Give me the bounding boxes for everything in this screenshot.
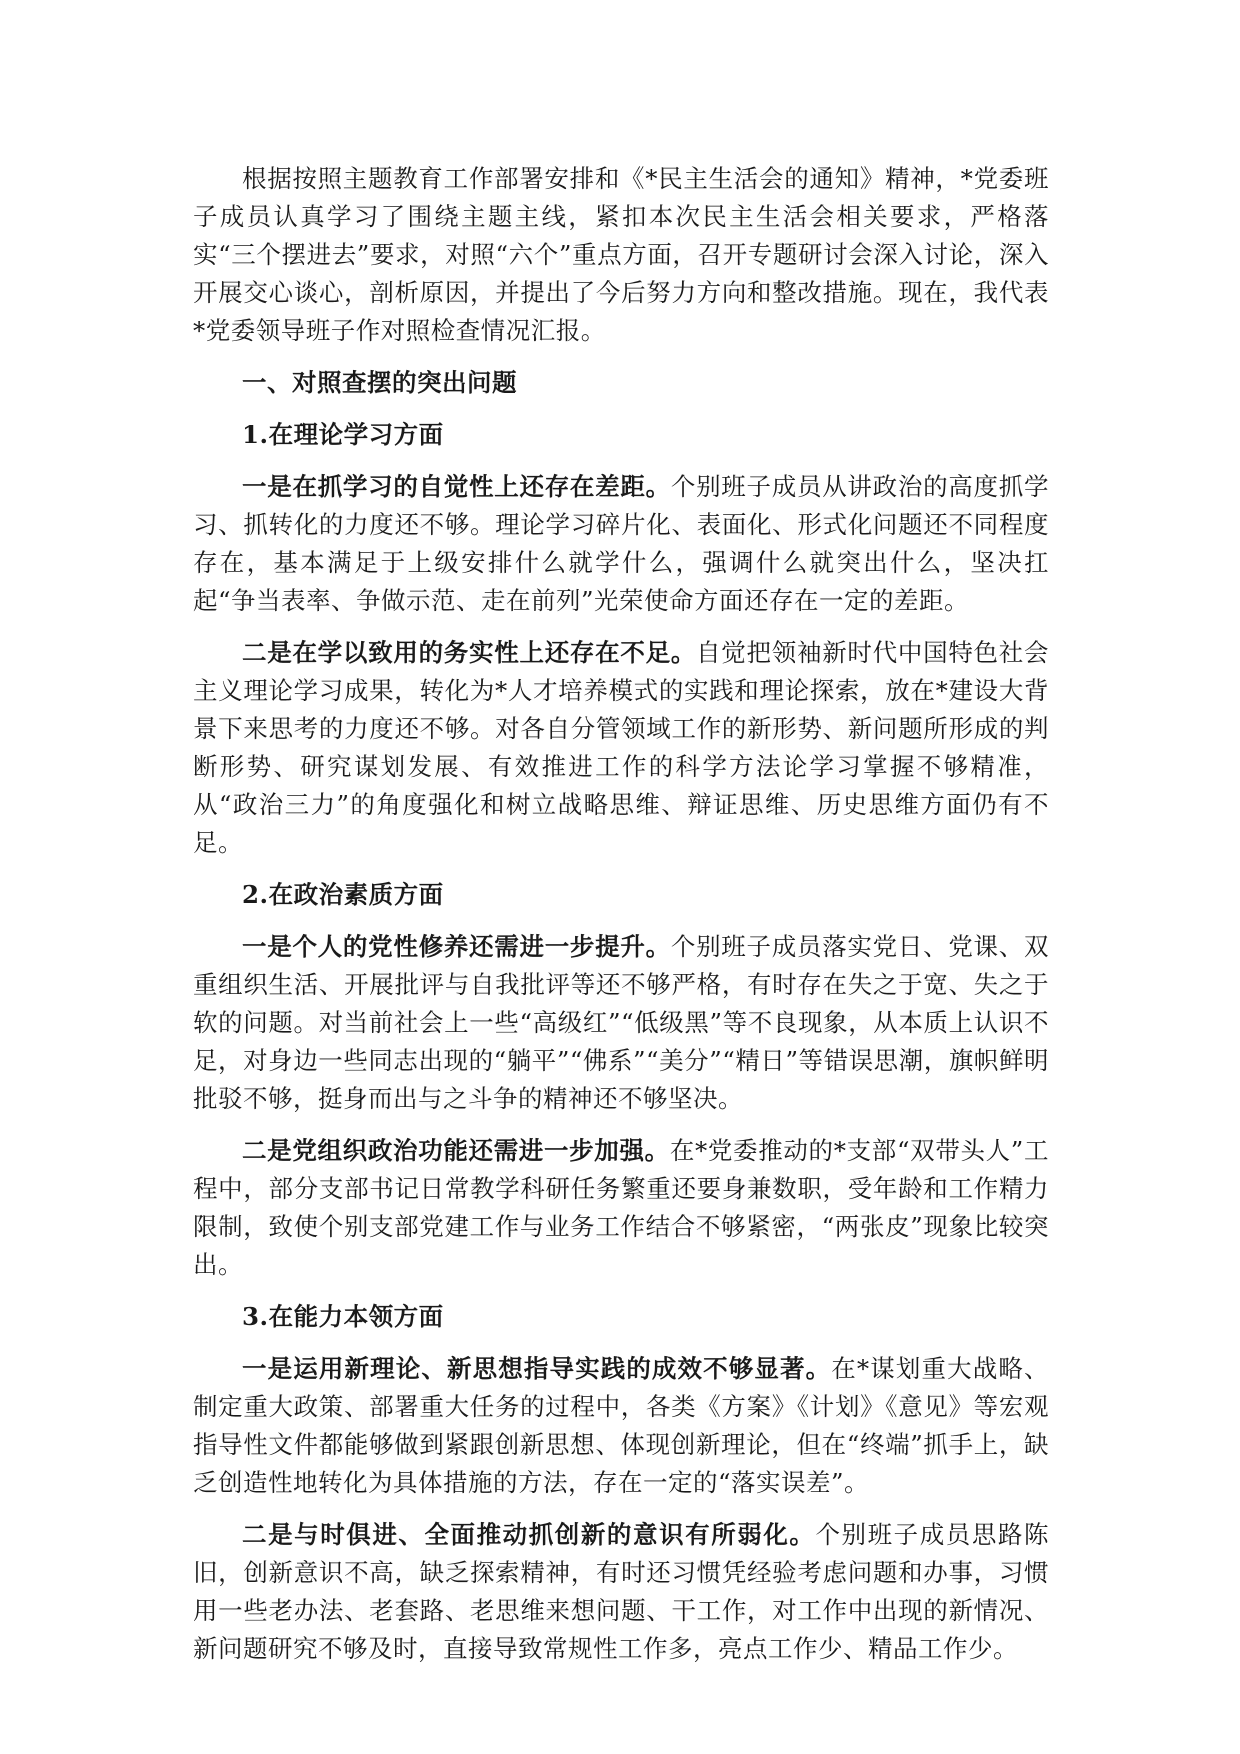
intro-paragraph: 根据按照主题教育工作部署安排和《*民主生活会的通知》精神，*党委班子成员认真学习了围绕主题主线，紧扣本次民主生活会相关要求，严格落实“三个摆进去”要求，对照“六个”重点方面，召开专题研讨会深入讨论，深入开展交心谈心，剖析原因，并提出了今后努力方向和整改措施。现在，我代表*党委领导班子作对照检查情况汇报。 <box>193 164 1049 345</box>
body-text: 在*谋划重大战略、制定重大政策、部署重大任务的过程中，各类《方案》《计划》《意见》等宏观指导性文件都能够做到紧跟创新思想、体现创新理论，但在“终端”抓手上，缺乏创造性地转化为具体措施的方法，存在一定的“落实误差”。 <box>193 1354 1049 1497</box>
paragraph-politics-2 <box>193 1132 1049 1284</box>
subsection-heading-theory: 1.在理论学习方面 <box>242 420 444 449</box>
paragraph-theory-2 <box>193 634 1049 862</box>
paragraph-ability-2 <box>193 1516 1049 1668</box>
lead-sentence: 一是运用新理论、新思想指导实践的成效不够显著。 <box>242 1354 832 1383</box>
subsection-heading-politics: 2.在政治素质方面 <box>242 880 444 909</box>
lead-sentence: 一是在抓学习的自觉性上还存在差距。 <box>242 472 671 501</box>
section-heading: 一、对照查摆的突出问题 <box>242 368 517 397</box>
body-text: 个别班子成员思路陈旧，创新意识不高，缺乏探索精神，有时还习惯凭经验考虑问题和办事，习惯用一些老办法、老套路、老思维来想问题、干工作，对工作中出现的新情况、新问题研究不够及时，直接导致常规性工作多，亮点工作少、精品工作少。 <box>193 1520 1050 1663</box>
body-text: 个别班子成员落实党日、党课、双重组织生活、开展批评与自我批评等还不够严格，有时存在失之于宽、失之于软的问题。对当前社会上一些“高级红”“低级黑”等不良现象，从本质上认识不足，对身边一些同志出现的“躺平”“佛系”“美分”“精日”等错误思潮，旗帜鲜明批驳不够，挺身而出与之斗争的精神还不够坚决。 <box>193 932 1050 1113</box>
subsection-heading-ability: 3.在能力本领方面 <box>242 1302 444 1331</box>
body-text: 在*党委推动的*支部“双带头人”工程中，部分支部书记日常教学科研任务繁重还要身兼数职，受年龄和工作精力限制，致使个别支部党建工作与业务工作结合不够紧密，“两张皮”现象比较突出。 <box>193 1136 1049 1279</box>
body-text: 个别班子成员从讲政治的高度抓学习、抓转化的力度还不够。理论学习碎片化、表面化、形式化问题还不同程度存在，基本满足于上级安排什么就学什么，强调什么就突出什么，坚决扛起“争当表率、争做示范、走在前列”光荣使命方面还存在一定的差距。 <box>193 472 1050 615</box>
document-body <box>193 160 1049 1682</box>
lead-sentence: 二是在学以致用的务实性上还存在不足。 <box>242 638 697 667</box>
body-text: 自觉把领袖新时代中国特色社会主义理论学习成果，转化为*人才培养模式的实践和理论探索，放在*建设大背景下来思考的力度还不够。对各自分管领域工作的新形势、新问题所形成的判断形势、研究谋划发展、有效推进工作的科学方法论学习掌握不够精准，从“政治三力”的角度强化和树立战略思维、辩证思维、历史思维方面仍有不足。 <box>193 638 1049 857</box>
paragraph-politics-1 <box>193 928 1049 1118</box>
paragraph-theory-1 <box>193 468 1049 620</box>
lead-sentence: 二是与时俱进、全面推动抓创新的意识有所弱化。 <box>242 1520 816 1549</box>
paragraph-ability-1 <box>193 1350 1049 1502</box>
lead-sentence: 二是党组织政治功能还需进一步加强。 <box>242 1136 670 1165</box>
lead-sentence: 一是个人的党性修养还需进一步提升。 <box>242 932 671 961</box>
